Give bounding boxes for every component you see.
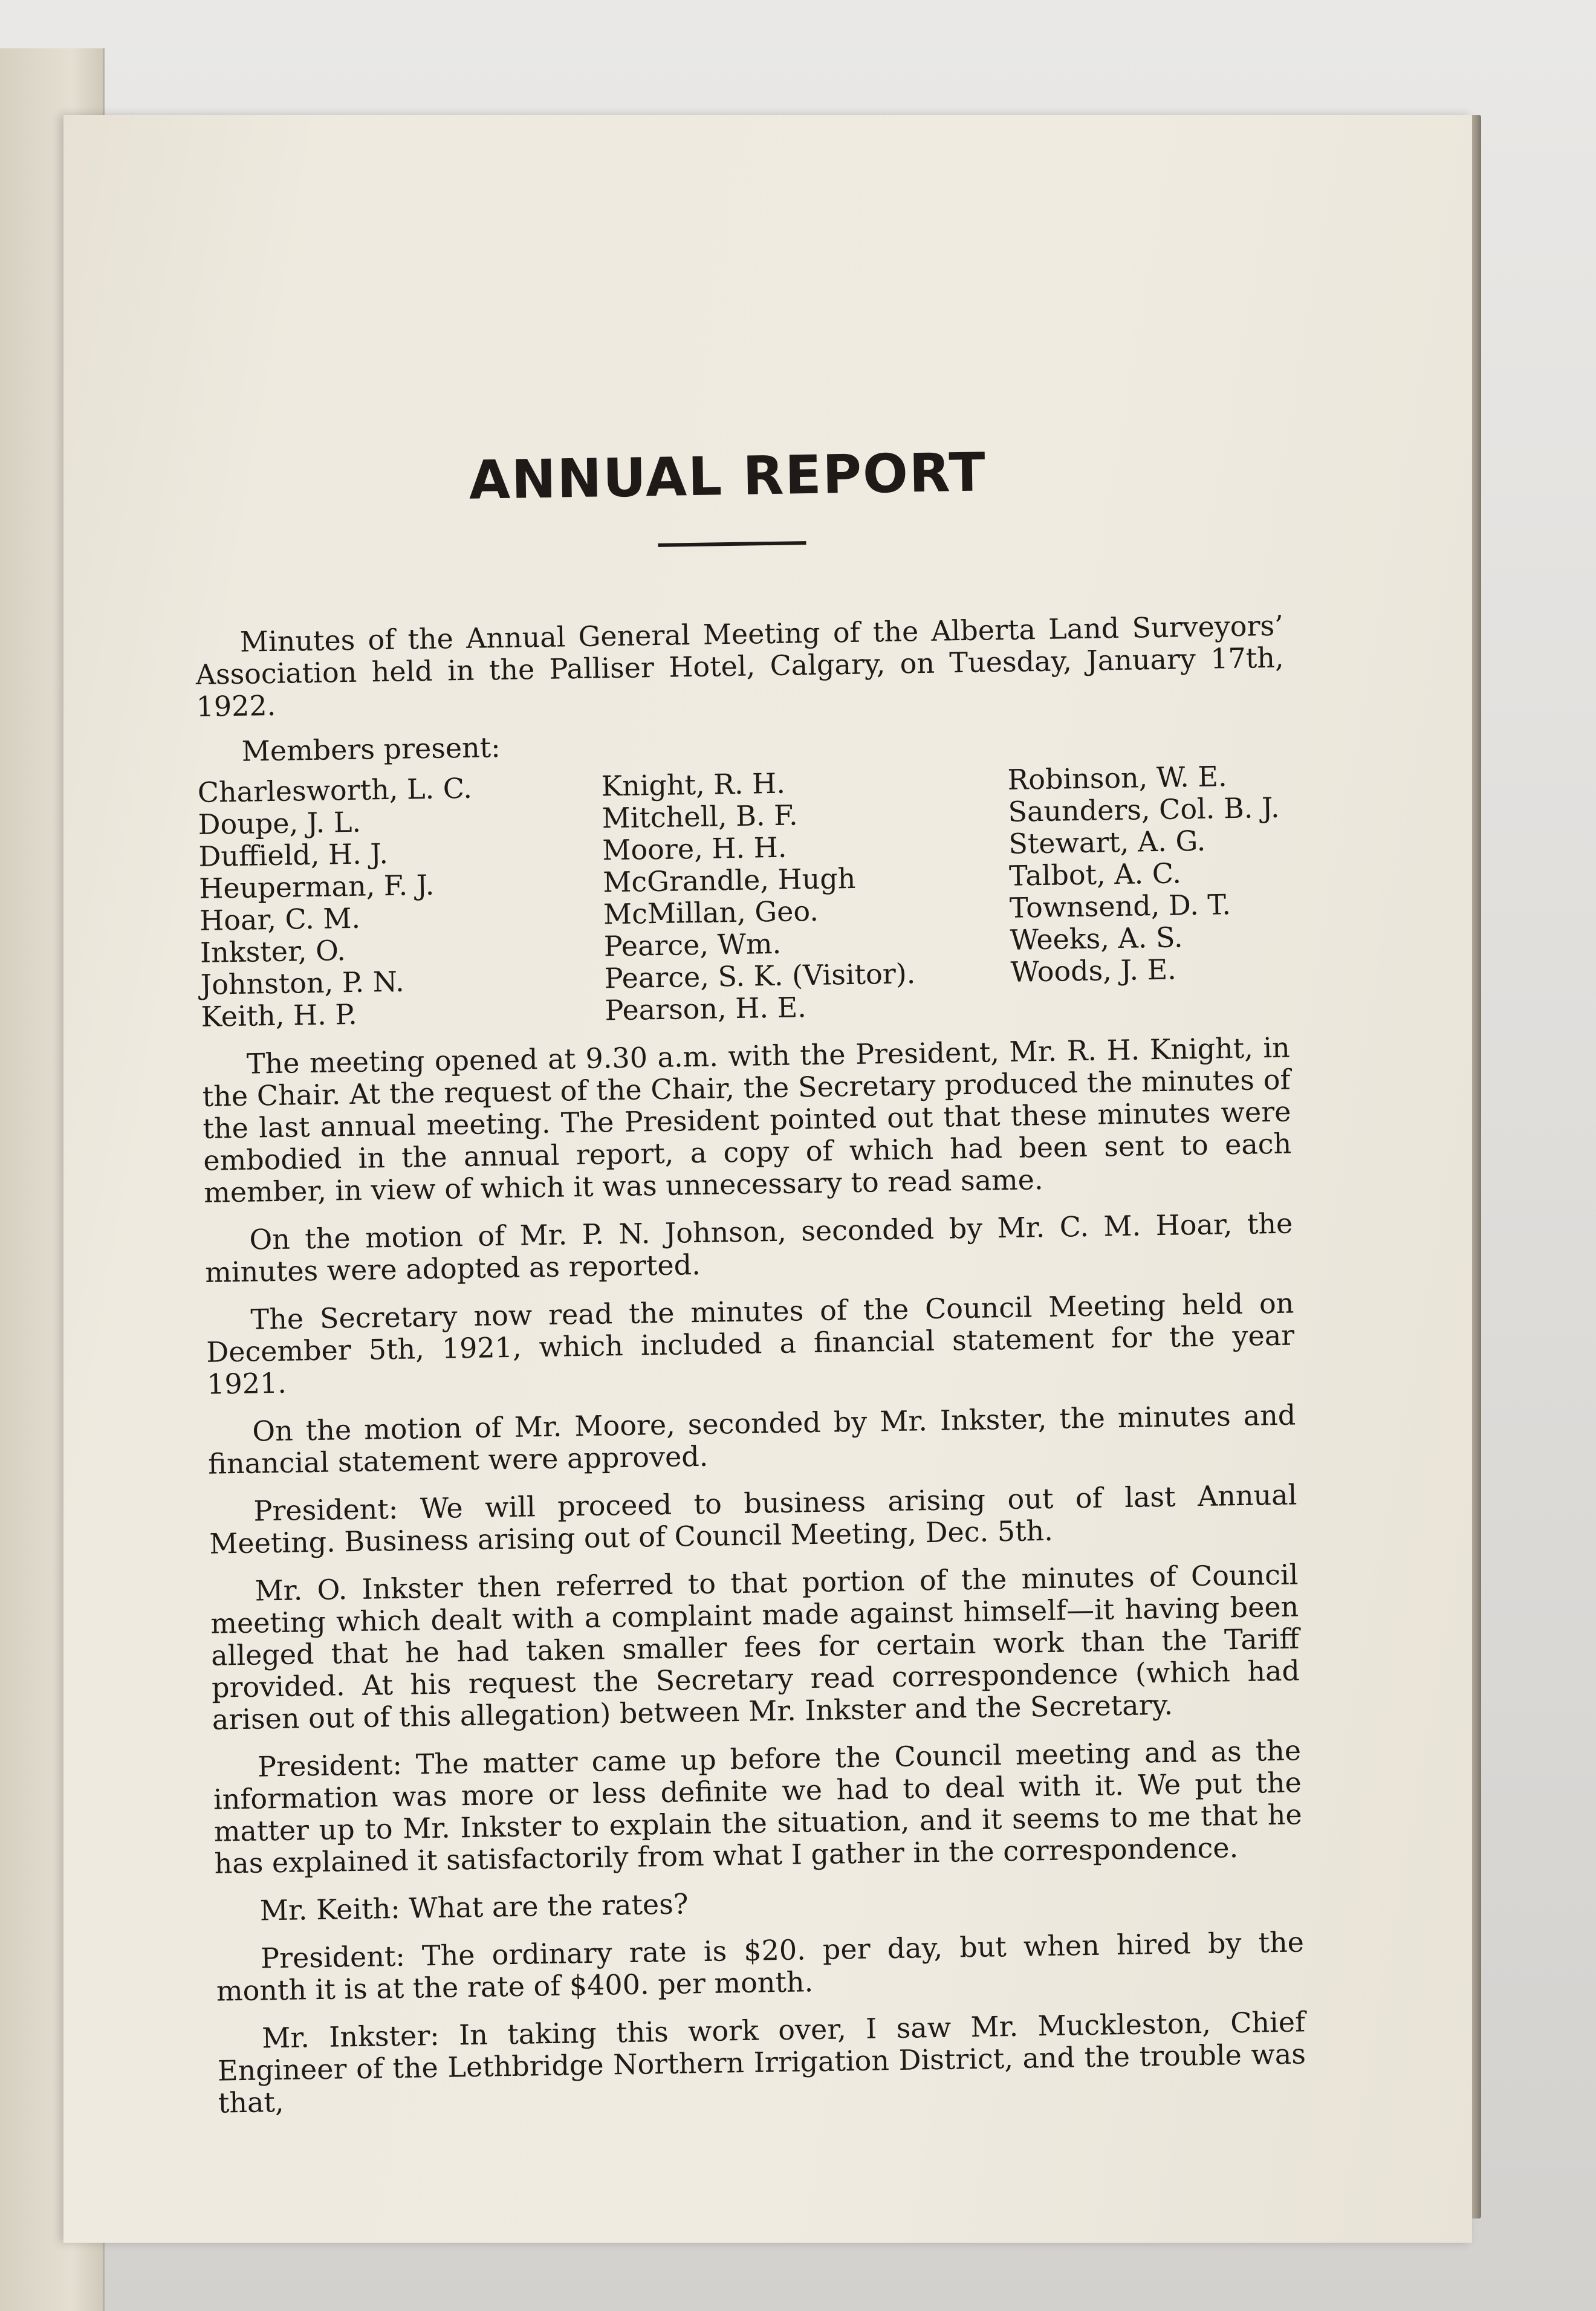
- page-title: ANNUAL REPORT: [468, 441, 987, 511]
- member-name: Hoar, C. M.: [199, 901, 361, 937]
- minutes-paragraph: The meeting opened at 9.30 a.m. with the President, Mr. R. H. Knight, in the Chair. At the request of the Chair, the Secretary produced the minutes of the last annual meeting. The President pointed out that these minutes were embodied in the annual report, a copy of which had been sent to each member, in view of which it was unnecessary to read same.: [202, 1031, 1292, 1209]
- member-name: Talbot, A. C.: [1008, 857, 1182, 892]
- member-name: Heuperman, F. J.: [198, 868, 435, 905]
- intro-paragraph: Minutes of the Annual General Meeting of the Alberta Land Surveyors’ Association held in the Palliser Hotel, Calgary, on Tuesday, January 17th, 1922.: [195, 609, 1284, 723]
- member-name: Doupe, J. L.: [198, 805, 362, 841]
- members-label: Members present:: [241, 731, 501, 768]
- minutes-paragraph: Mr. O. Inkster then referred to that portion of the minutes of Council meeting which dealt with a complaint made against himself—it having been alleged that he had taken smaller fees for certain work than the Tariff provided. At his request the Secretary read correspondence (which had arisen out of this allegation) between Mr. Inkster and the Secretary.: [210, 1558, 1300, 1736]
- members-column-1: [197, 770, 605, 1032]
- member-name: Knight, R. H.: [601, 767, 786, 803]
- page-content: [192, 436, 1306, 2119]
- minutes-paragraph: Mr. Inkster: In taking this work over, I saw Mr. Muckleston, Chief Engineer of the Lethbridge Northern Irrigation District, and the trouble was that,: [217, 2005, 1306, 2119]
- member-name: Saunders, Col. B. J.: [1008, 791, 1280, 828]
- member-name: Pearce, Wm.: [603, 927, 782, 963]
- members-list: [197, 760, 1289, 1033]
- member-name: Pearce, S. K. (Visitor).: [604, 957, 916, 995]
- member-name: Moore, H. H.: [602, 831, 787, 867]
- member-name: Mitchell, B. F.: [602, 799, 798, 835]
- minutes-paragraph: The Secretary now read the minutes of the Council Meeting held on December 5th, 1921, which included a financial statement for the year 1921.: [206, 1286, 1295, 1401]
- member-name: Stewart, A. G.: [1008, 824, 1206, 860]
- document-page: [63, 115, 1472, 2243]
- minutes-paragraph: President: The ordinary rate is $20. per day, but when hired by the month it is at the rate of $400. per month.: [216, 1925, 1305, 2008]
- minutes-paragraph: On the motion of Mr. P. N. Johnson, seconded by Mr. C. M. Hoar, the minutes were adopted as reported.: [204, 1207, 1293, 1289]
- minutes-paragraph: Mr. Keith: What are the rates?: [259, 1887, 689, 1927]
- members-column-3: [1007, 760, 1289, 1020]
- member-name: Johnston, P. N.: [200, 965, 405, 1001]
- minutes-paragraph: On the motion of Mr. Moore, seconded by Mr. Inkster, the minutes and financial statement were approved.: [207, 1398, 1296, 1480]
- member-name: Charlesworth, L. C.: [197, 771, 473, 809]
- member-name: Duffield, H. J.: [198, 837, 389, 873]
- title-rule: [658, 541, 806, 547]
- member-name: Townsend, D. T.: [1009, 888, 1231, 924]
- minutes-paragraph: President: We will proceed to business arising out of last Annual Meeting. Business arising out of Council Meeting, Dec. 5th.: [209, 1478, 1297, 1560]
- minutes-paragraph: President: The matter came up before the Council meeting and as the information was more or less definite we had to deal with it. We put the matter up to Mr. Inkster to explain the situation, and it seems to me that he has explained it satisfactorily from what I gather in the correspondence.: [213, 1734, 1303, 1880]
- member-name: Weeks, A. S.: [1010, 921, 1183, 956]
- member-name: Inkster, O.: [199, 934, 346, 969]
- members-column-2: [601, 764, 1011, 1027]
- member-name: McMillan, Geo.: [603, 894, 819, 931]
- member-name: Robinson, W. E.: [1007, 760, 1227, 796]
- member-name: Woods, J. E.: [1010, 953, 1177, 988]
- member-name: Pearson, H. E.: [605, 991, 807, 1027]
- member-name: McGrandle, Hugh: [602, 861, 856, 899]
- member-name: Keith, H. P.: [201, 997, 358, 1033]
